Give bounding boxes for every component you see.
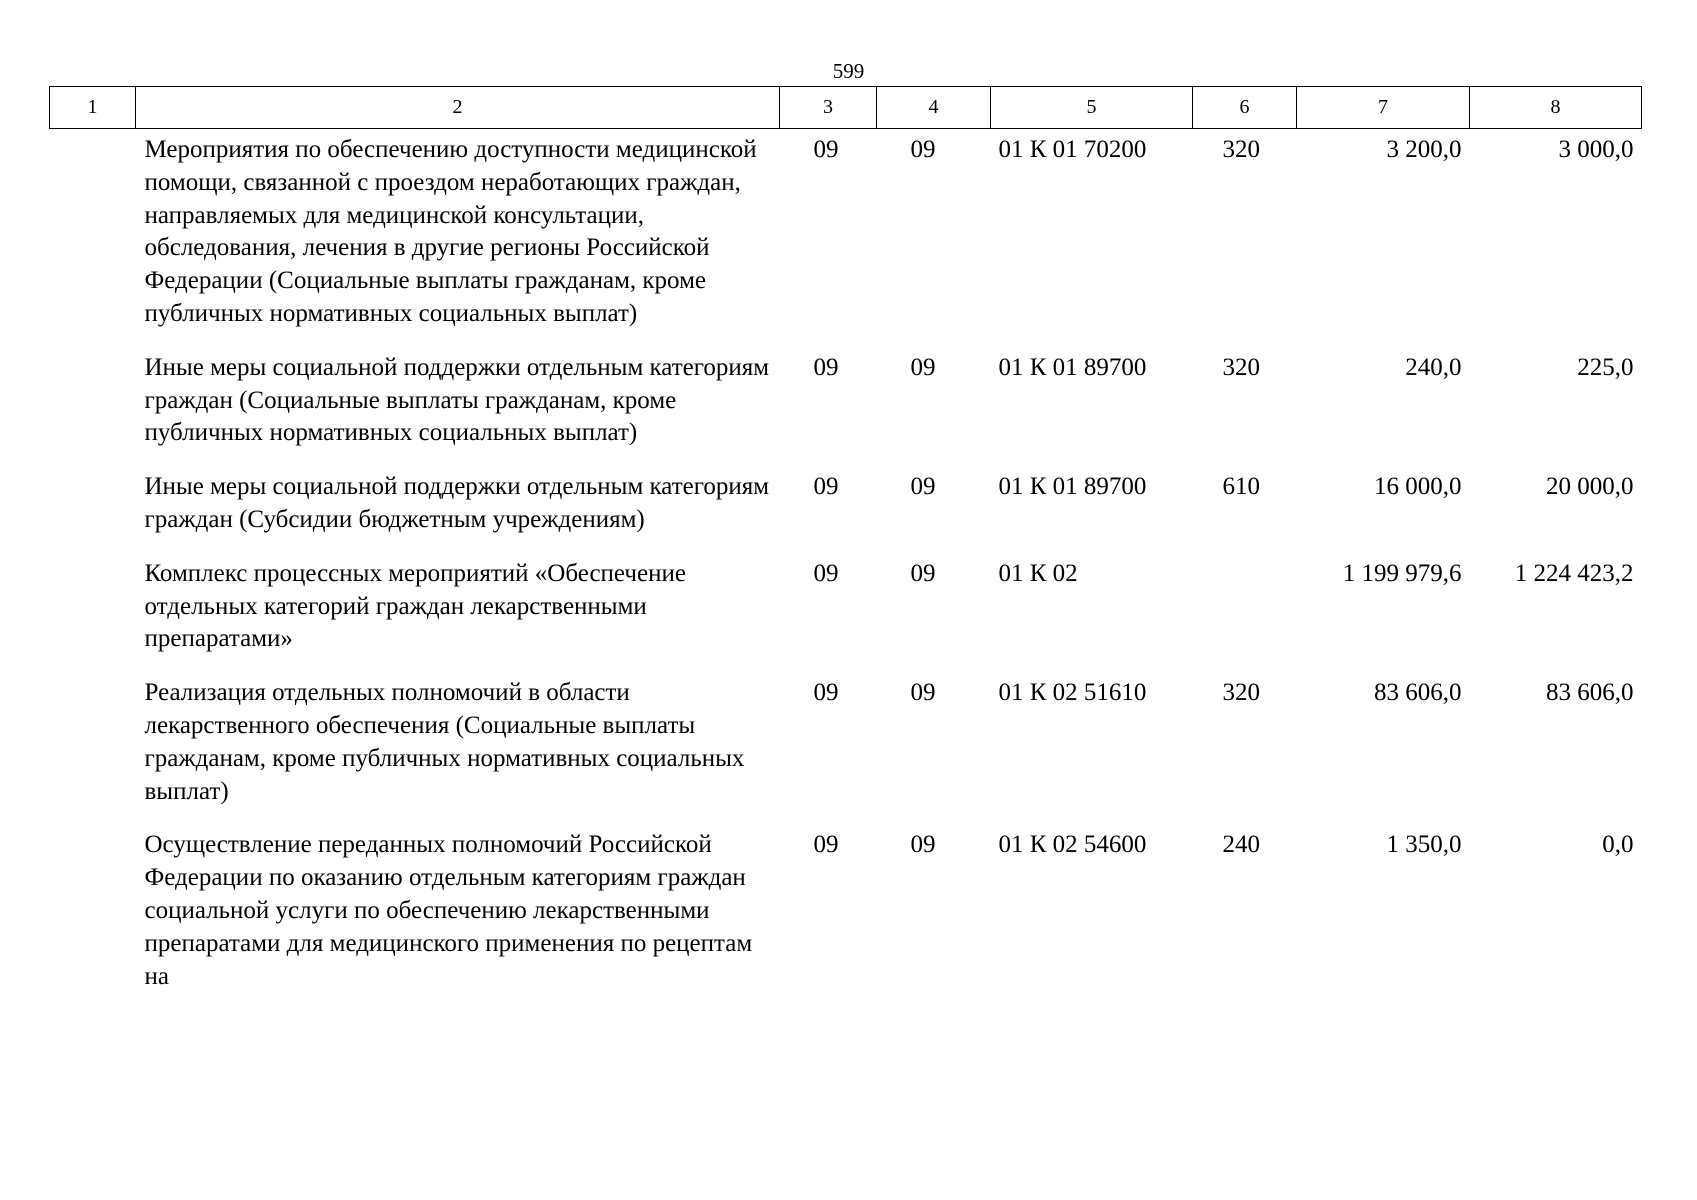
row-target-code: 01 К 01 89700 [998,353,1147,381]
table-row [50,347,1642,466]
row-subsection: 09 [910,559,936,587]
header-col-7: 7 [1297,87,1470,129]
row-expense-type: 320 [1222,679,1260,707]
row-blank-cell [50,553,136,672]
table-row [50,824,1642,1009]
row-name: Мероприятия по обеспечению доступности медицинской помощи, связанной с проездом неработающих граждан, направляемых для медицинской консультации, обследования, лечения в другие регионы Российской Федерации (Социальные выплаты гражданам, кроме публичных нормативных социальных выплат) [144,136,757,327]
column-number-header [50,87,1642,129]
row-amount-col7: 1 199 979,6 [1342,559,1462,587]
row-section: 09 [813,136,839,163]
row-name: Реализация отдельных полномочий в области лекарственного обеспечения (Социальные выплаты гражданам, кроме публичных нормативных социальных выплат) [144,679,745,805]
header-col-2: 2 [136,87,780,129]
row-subsection: 09 [910,353,936,381]
row-target-code: 01 К 01 70200 [998,136,1147,163]
row-subsection: 09 [910,136,936,163]
row-name: Осуществление переданных полномочий Российской Федерации по оказанию отдельным категориям граждан социальной услуги по обеспечению лекарственными препаратами для медицинского применения по рецептам на [144,831,753,990]
row-amount-col7: 16 000,0 [1374,473,1462,501]
row-amount-col7: 3 200,0 [1386,136,1462,163]
header-col-1: 1 [50,87,136,129]
row-target-code: 01 К 02 54600 [998,831,1147,859]
header-col-6: 6 [1193,87,1297,129]
row-name: Комплекс процессных мероприятий «Обеспечение отдельных категорий граждан лекарственными препаратами» [144,559,686,653]
row-amount-col8: 3 000,0 [1558,136,1634,163]
row-expense-type: 320 [1222,136,1260,163]
row-expense-type: 320 [1222,353,1260,381]
row-section: 09 [813,353,839,381]
row-blank-cell [50,347,136,466]
row-amount-col8: 1 224 423,2 [1514,559,1634,587]
row-section: 09 [813,559,839,587]
page-number: 599 [832,59,865,83]
budget-table [49,86,1642,1009]
row-amount-col7: 1 350,0 [1386,831,1462,859]
row-subsection: 09 [910,831,936,859]
row-target-code: 01 К 02 [998,559,1078,587]
row-amount-col8: 83 606,0 [1546,679,1634,707]
row-blank-cell [50,672,136,824]
row-target-code: 01 К 02 51610 [998,679,1147,707]
row-expense-type [1193,553,1297,672]
row-expense-type: 610 [1222,473,1260,501]
row-target-code: 01 К 01 89700 [998,473,1147,501]
header-col-5: 5 [991,87,1193,129]
row-section: 09 [813,679,839,707]
row-name: Иные меры социальной поддержки отдельным категориям граждан (Субсидии бюджетным учреждениям) [144,473,770,533]
row-section: 09 [813,473,839,501]
row-amount-col8: 20 000,0 [1546,473,1634,501]
row-amount-col7: 240,0 [1405,353,1462,381]
row-section: 09 [813,831,839,859]
header-col-8: 8 [1470,87,1642,129]
row-expense-type: 240 [1222,831,1260,859]
table-row [50,553,1642,672]
row-blank-cell [50,824,136,1009]
row-amount-col8: 0,0 [1602,831,1634,859]
row-blank-cell [50,466,136,553]
row-subsection: 09 [910,473,936,501]
table-row [50,466,1642,553]
row-amount-col7: 83 606,0 [1374,679,1462,707]
row-blank-cell [50,129,136,347]
header-col-4: 4 [877,87,991,129]
row-amount-col8: 225,0 [1577,353,1634,381]
table-row [50,672,1642,824]
table-row [50,129,1642,347]
row-subsection: 09 [910,679,936,707]
header-col-3: 3 [780,87,877,129]
row-name: Иные меры социальной поддержки отдельным категориям граждан (Социальные выплаты гражданам, кроме публичных нормативных социальных выплат) [144,353,770,447]
